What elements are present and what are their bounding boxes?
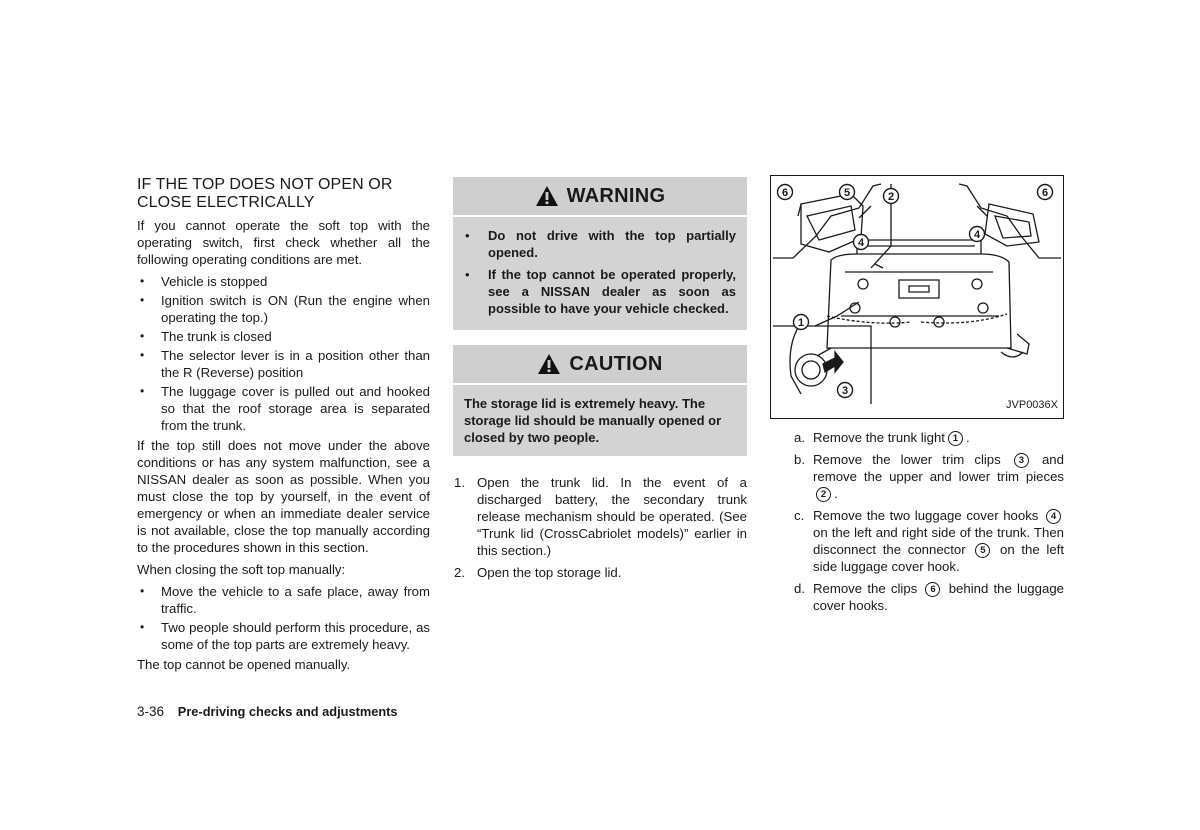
list-item: • Vehicle is stopped [137, 273, 430, 290]
list-item: • The selector lever is in a position other than the R (Reverse) position [137, 347, 430, 381]
right-column [770, 175, 1064, 619]
substep-text: on the left side luggage cover hook. [813, 542, 1065, 574]
caution-heading: CAUTION [569, 352, 663, 375]
step-item [453, 564, 747, 581]
trunk-illustration [770, 175, 1064, 419]
step-text: Open the trunk lid. In the event of a discharged battery, the secondary trunk release mechanism should be operated. (See “Trunk lid (CrossCabriolet models)” earlier in this section.) [477, 475, 747, 558]
substep-text: Remove the clips [813, 581, 918, 596]
list-item: • Move the vehicle to a safe place, away from traffic. [137, 583, 430, 617]
page-footer [137, 704, 398, 719]
substep-item [770, 429, 1064, 446]
substep-letter: a. [794, 430, 805, 445]
step-number: 2. [454, 565, 465, 580]
figure-callout: 3 [841, 385, 849, 397]
substep-text: Remove the two luggage cover hooks [813, 508, 1039, 523]
list-item: • Two people should perform this procedure, as some of the top parts are extremely heavy. [137, 619, 430, 653]
callout-badge: 6 [925, 582, 940, 597]
substep-text: on the left and right side of the trunk. Then disconnect the connector [813, 525, 1064, 557]
substep-letter: b. [794, 452, 805, 467]
page-number: 3-36 [137, 704, 165, 719]
warning-body [453, 215, 747, 330]
warning-header [453, 177, 747, 215]
list-item: • The trunk is closed [137, 328, 430, 345]
middle-column [453, 177, 747, 586]
substep-letter: d. [794, 581, 805, 596]
substep-text: . [834, 486, 838, 501]
substep-text: and remove the upper and lower trim pieces [813, 452, 1064, 484]
chapter-title: Pre-driving checks and adjustments [177, 704, 398, 719]
substep-text: Remove the lower trim clips [813, 452, 1001, 467]
figure-code: JVP0036X [1006, 399, 1058, 411]
substep-text: . [965, 430, 970, 445]
trunk-diagram-icon [771, 176, 1063, 418]
warning-heading: WARNING [566, 184, 666, 207]
figure-callout: 4 [973, 229, 981, 241]
warning-box [453, 177, 747, 330]
caution-body [453, 383, 747, 456]
substep-item [770, 507, 1064, 575]
step-number: 1. [454, 475, 465, 490]
figure-callout: 1 [797, 317, 805, 329]
warning-item: • If the top cannot be operated properly, see a NISSAN dealer as soon as possible to have your vehicle checked. [464, 266, 736, 317]
malfunction-paragraph: If the top still does not move under the above conditions or has any system malfunction, see a NISSAN dealer as soon as possible. When you must close the top by yourself, in the event of emergency or when an immediate dealer service is not available, close the top manually according to the procedures shown in this section. [137, 438, 430, 555]
figure-callout: 6 [1041, 187, 1049, 199]
intro-paragraph: If you cannot operate the soft top with the operating switch, first check whether all the following operating conditions are met. [137, 218, 430, 267]
callout-badge: 1 [948, 431, 963, 446]
substep-letter: c. [794, 508, 805, 523]
callout-badge: 5 [975, 543, 990, 558]
caution-box [453, 345, 747, 456]
figure-callout: 5 [843, 187, 851, 199]
warning-item: • Do not drive with the top partially opened. [464, 227, 736, 261]
substeps-list [770, 429, 1064, 614]
caution-text: The storage lid is extremely heavy. The storage lid should be manually opened or closed by two people. [464, 396, 722, 445]
manual-close-intro: When closing the soft top manually: [137, 562, 346, 577]
steps-list [453, 474, 747, 581]
manual-notes-list [137, 583, 430, 653]
caution-triangle-icon [537, 353, 561, 375]
cannot-open-note: The top cannot be opened manually. [137, 657, 351, 672]
figure-callout: 4 [857, 237, 865, 249]
warning-triangle-icon [535, 185, 559, 207]
step-item [453, 474, 747, 559]
substep-item [770, 580, 1064, 614]
step-text: Open the top storage lid. [477, 565, 622, 580]
substep-item [770, 451, 1064, 502]
caution-header [453, 345, 747, 383]
conditions-list [137, 273, 430, 434]
substep-text: behind the luggage cover hooks. [813, 581, 1064, 613]
callout-badge: 4 [1046, 509, 1061, 524]
substep-text: Remove the trunk light [813, 430, 945, 445]
figure-callout: 2 [887, 191, 895, 203]
section-title: IF THE TOP DOES NOT OPEN OR CLOSE ELECTRICALLY [137, 176, 393, 211]
figure-callout: 6 [781, 187, 789, 199]
callout-badge: 3 [1014, 453, 1029, 468]
list-item: • The luggage cover is pulled out and hooked so that the roof storage area is separated from the trunk. [137, 383, 430, 434]
left-column [137, 176, 430, 678]
callout-badge: 2 [816, 487, 831, 502]
list-item: • Ignition switch is ON (Run the engine when operating the top.) [137, 292, 430, 326]
